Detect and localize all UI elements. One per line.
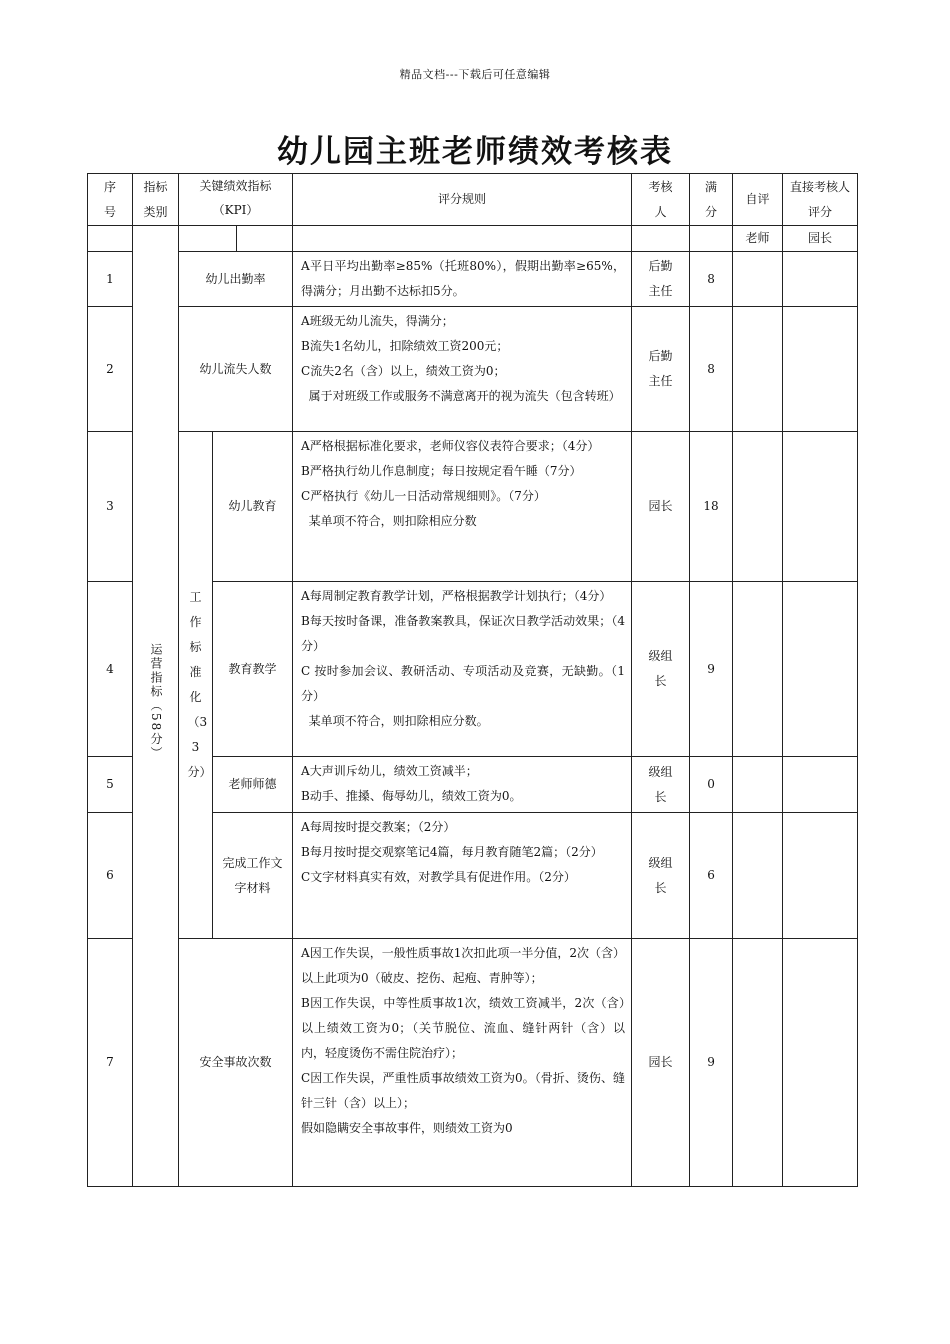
rule-line: C严格执行《幼儿一日活动常规细则》。（7分） xyxy=(301,489,546,503)
row-seq: 2 xyxy=(88,307,133,432)
row-score: 18 xyxy=(690,432,733,582)
rule-line: B每天按时备课，准备教案教具，保证次日教学活动效果；（4分） xyxy=(301,614,626,653)
row-seq: 3 xyxy=(88,432,133,582)
rule-line: C因工作失误，严重性质事故绩效工资为0。（骨折、烫伤、缝针三针（含）以上）； xyxy=(301,1071,626,1110)
row-seq: 5 xyxy=(88,757,133,813)
row-kpi: 幼儿教育 xyxy=(213,432,293,582)
row-score: 0 xyxy=(690,757,733,813)
row-assessor: 级组长 xyxy=(632,813,690,939)
document-title: 幼儿园主班老师绩效考核表 xyxy=(277,134,673,170)
row-teacher-score[interactable] xyxy=(733,757,783,813)
header-rules: 评分规则 xyxy=(293,174,632,226)
row-assessor: 后勤主任 xyxy=(632,307,690,432)
row-seq: 7 xyxy=(88,939,133,1187)
row-score: 8 xyxy=(690,307,733,432)
header-self-eval: 自评 xyxy=(733,174,783,226)
row-kpi: 安全事故次数 xyxy=(179,939,293,1187)
row-seq: 1 xyxy=(88,252,133,307)
rule-line: B流失1名幼儿，扣除绩效工资200元； xyxy=(301,339,509,353)
header-direct-eval: 直接考核人评分 xyxy=(783,174,858,226)
rule-line: 假如隐瞒安全事故事件，则绩效工资为0 xyxy=(301,1121,513,1135)
rule-line: C 按时参加会议、教研活动、专项活动及竞赛，无缺勤。（1分） xyxy=(301,664,626,703)
row-principal-score[interactable] xyxy=(783,432,858,582)
row-rules xyxy=(293,757,632,813)
header-full-score: 满分 xyxy=(690,174,733,226)
header-note: 精品文档---下载后可任意编辑 xyxy=(399,68,551,81)
row-principal-score[interactable] xyxy=(783,582,858,757)
row-assessor: 级组长 xyxy=(632,582,690,757)
rule-line: B动手、推搡、侮辱幼儿，绩效工资为0。 xyxy=(301,789,522,803)
row-assessor: 园长 xyxy=(632,939,690,1187)
subheader-principal: 园长 xyxy=(783,226,858,252)
rule-line: B严格执行幼儿作息制度；每日按规定看午睡（7分） xyxy=(301,464,582,478)
header-assessor: 考核人 xyxy=(632,174,690,226)
category-cell: 运营指标（58分） xyxy=(133,226,179,1187)
rule-line: A每周制定教育教学计划，严格根据教学计划执行；（4分） xyxy=(301,589,612,603)
row-principal-score[interactable] xyxy=(783,757,858,813)
row-score: 9 xyxy=(690,582,733,757)
row-seq: 6 xyxy=(88,813,133,939)
row-rules xyxy=(293,432,632,582)
rule-line: A因工作失误，一般性质事故1次扣此项一半分值，2次（含）以上此项为0（破皮、挖伤、起疱、青肿等）； xyxy=(301,946,626,985)
table-row xyxy=(88,252,858,307)
row-rules xyxy=(293,252,632,307)
header-seq: 序号 xyxy=(88,174,133,226)
rule-line: A平日平均出勤率≥85%（托班80%），假期出勤率≥65%，得满分；月出勤不达标扣5分。 xyxy=(301,259,626,298)
row-principal-score[interactable] xyxy=(783,939,858,1187)
subheader-row xyxy=(88,226,858,252)
row-score: 9 xyxy=(690,939,733,1187)
row-kpi: 老师师德 xyxy=(213,757,293,813)
row-teacher-score[interactable] xyxy=(733,432,783,582)
row-principal-score[interactable] xyxy=(783,813,858,939)
table-row xyxy=(88,939,858,1187)
row-score: 6 xyxy=(690,813,733,939)
subheader-empty xyxy=(690,226,733,252)
row-principal-score[interactable] xyxy=(783,252,858,307)
row-teacher-score[interactable] xyxy=(733,307,783,432)
row-score: 8 xyxy=(690,252,733,307)
table-row xyxy=(88,432,858,582)
rule-line: B每月按时提交观察笔记4篇，每月教育随笔2篇；（2分） xyxy=(301,845,603,859)
row-teacher-score[interactable] xyxy=(733,582,783,757)
rule-line: 某单项不符合，则扣除相应分数 xyxy=(301,514,477,528)
row-teacher-score[interactable] xyxy=(733,813,783,939)
subheader-empty xyxy=(88,226,133,252)
row-seq: 4 xyxy=(88,582,133,757)
row-kpi: 完成工作文字材料 xyxy=(213,813,293,939)
header-kpi: 关键绩效指标（KPI） xyxy=(179,174,293,226)
group-cell: 工作标准化（33分） xyxy=(179,432,213,939)
row-assessor: 级组长 xyxy=(632,757,690,813)
rule-line: 某单项不符合，则扣除相应分数。 xyxy=(301,714,489,728)
row-rules xyxy=(293,307,632,432)
subheader-empty xyxy=(237,226,293,252)
row-rules xyxy=(293,813,632,939)
subheader-empty xyxy=(632,226,690,252)
row-assessor: 园长 xyxy=(632,432,690,582)
kpi-table xyxy=(87,173,858,1187)
rule-line: C文字材料真实有效，对教学具有促进作用。（2分） xyxy=(301,870,576,884)
rule-line: A大声训斥幼儿，绩效工资减半； xyxy=(301,764,478,778)
rule-line: A严格根据标准化要求，老师仪容仪表符合要求；（4分） xyxy=(301,439,600,453)
rule-line: C流失2名（含）以上，绩效工资为0； xyxy=(301,364,506,378)
row-kpi: 教育教学 xyxy=(213,582,293,757)
rule-line: B因工作失误，中等性质事故1次，绩效工资减半，2次（含）以上绩效工资为0；（关节脱位、流血、缝针两针（含）以内，轻度烫伤不需住院治疗）； xyxy=(301,996,626,1060)
row-assessor: 后勤主任 xyxy=(632,252,690,307)
table-row xyxy=(88,307,858,432)
header-category: 指标类别 xyxy=(133,174,179,226)
row-teacher-score[interactable] xyxy=(733,252,783,307)
row-kpi: 幼儿流失人数 xyxy=(179,307,293,432)
rule-line: A班级无幼儿流失，得满分； xyxy=(301,314,454,328)
row-principal-score[interactable] xyxy=(783,307,858,432)
subheader-empty xyxy=(293,226,632,252)
header-row xyxy=(88,174,858,226)
subheader-empty xyxy=(179,226,237,252)
row-teacher-score[interactable] xyxy=(733,939,783,1187)
rule-line: 属于对班级工作或服务不满意离开的视为流失（包含转班） xyxy=(301,389,621,403)
rule-line: A每周按时提交教案；（2分） xyxy=(301,820,456,834)
row-rules xyxy=(293,582,632,757)
row-kpi: 幼儿出勤率 xyxy=(179,252,293,307)
subheader-teacher: 老师 xyxy=(733,226,783,252)
row-rules xyxy=(293,939,632,1187)
